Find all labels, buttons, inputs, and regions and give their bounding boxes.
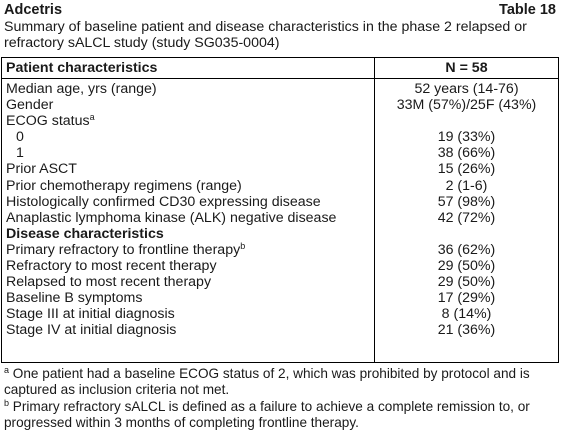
row-value: 36 (62%) — [437, 241, 496, 258]
document-header — [4, 2, 556, 19]
row-value: 57 (98%) — [437, 193, 496, 210]
table-row — [2, 242, 558, 258]
table-row — [2, 290, 558, 306]
table-row — [2, 161, 558, 177]
table-row — [2, 274, 558, 290]
table-number: Table 18 — [499, 2, 556, 18]
table-row — [2, 97, 558, 113]
row-label — [6, 274, 211, 290]
row-label-text: Median age, yrs (range) — [6, 81, 157, 97]
row-label — [16, 145, 24, 161]
row-label-text: 1 — [16, 145, 24, 162]
table-row — [2, 322, 558, 338]
row-value: 8 (14%) — [441, 306, 492, 323]
header-patient-characteristics: Patient characteristics — [6, 60, 158, 76]
row-label-text: Primary refractory to frontline therapy — [6, 241, 241, 258]
row-label — [6, 210, 336, 226]
table-row — [2, 210, 558, 226]
footnote-mark: b — [4, 398, 10, 408]
row-label-text: Gender — [6, 97, 54, 114]
drug-name: Adcetris — [4, 2, 63, 18]
table-row — [2, 113, 558, 129]
row-label — [6, 81, 157, 97]
row-label-text: Anaplastic lymphoma kinase (ALK) negative disease — [6, 209, 337, 226]
footnote-b — [4, 399, 556, 430]
row-label — [6, 161, 77, 177]
row-label-text: 0 — [16, 129, 24, 146]
table-row — [2, 306, 558, 322]
row-label-text: Prior ASCT — [6, 161, 77, 178]
row-value: 2 (1-6) — [445, 177, 488, 194]
row-value: 15 (26%) — [437, 161, 496, 178]
row-value: 17 (29%) — [437, 290, 496, 307]
header-n: N = 58 — [445, 60, 488, 76]
table-caption: Summary of baseline patient and disease characteristics in the phase 2 relapsed or refractory sALCL study (study SG035-0004) — [4, 19, 527, 51]
row-label — [6, 306, 175, 322]
footnote-marker: a — [89, 112, 95, 123]
row-label — [6, 242, 245, 258]
row-label-text: Disease characteristics — [6, 225, 164, 242]
footnote-a — [4, 366, 556, 397]
row-value: 21 (36%) — [437, 322, 496, 339]
row-value: 29 (50%) — [437, 274, 496, 291]
row-label-text: Stage III at initial diagnosis — [6, 306, 175, 323]
section-heading-row — [2, 226, 558, 242]
row-label — [6, 322, 176, 338]
table-header-row — [2, 58, 558, 79]
table-row — [2, 194, 558, 210]
row-label-text: Baseline B symptoms — [6, 290, 143, 307]
row-value: 29 (50%) — [437, 258, 496, 275]
row-value: 19 (33%) — [437, 129, 496, 146]
row-label-text: Stage IV at initial diagnosis — [6, 322, 177, 339]
table-row — [2, 145, 558, 161]
row-label — [6, 226, 164, 242]
row-label-text: Relapsed to most recent therapy — [6, 274, 212, 291]
footnote-marker: b — [240, 240, 246, 251]
row-label-text: Prior chemotherapy regimens (range) — [6, 177, 242, 194]
table-row — [2, 178, 558, 194]
row-label — [6, 290, 142, 306]
table-row — [2, 81, 558, 97]
row-value: 42 (72%) — [437, 209, 496, 226]
row-label-text: Histologically confirmed CD30 expressing disease — [6, 193, 321, 210]
row-label-text: ECOG status — [6, 113, 90, 130]
row-label-text: Refractory to most recent therapy — [6, 258, 217, 275]
row-value: 38 (66%) — [437, 145, 496, 162]
row-label — [6, 194, 321, 210]
row-label — [6, 178, 242, 194]
table-body — [2, 81, 558, 339]
row-label — [6, 258, 217, 274]
footnotes — [4, 366, 556, 432]
row-label — [6, 113, 95, 129]
table-row — [2, 258, 558, 274]
row-label — [16, 129, 24, 145]
row-value: 52 years (14-76) — [414, 81, 519, 97]
footnote-mark: a — [4, 365, 10, 375]
characteristics-table — [1, 57, 559, 363]
table-row — [2, 129, 558, 145]
row-value: 33M (57%)/25F (43%) — [396, 97, 537, 114]
footnote-text: One patient had a baseline ECOG status of 2, which was prohibited by protocol and is captured as inclusion criteria not met. — [4, 366, 530, 397]
row-label — [6, 97, 53, 113]
footnote-text: Primary refractory sALCL is defined as a failure to achieve a complete remission to, or progressed within 3 months of completing frontline therapy. — [4, 399, 530, 430]
